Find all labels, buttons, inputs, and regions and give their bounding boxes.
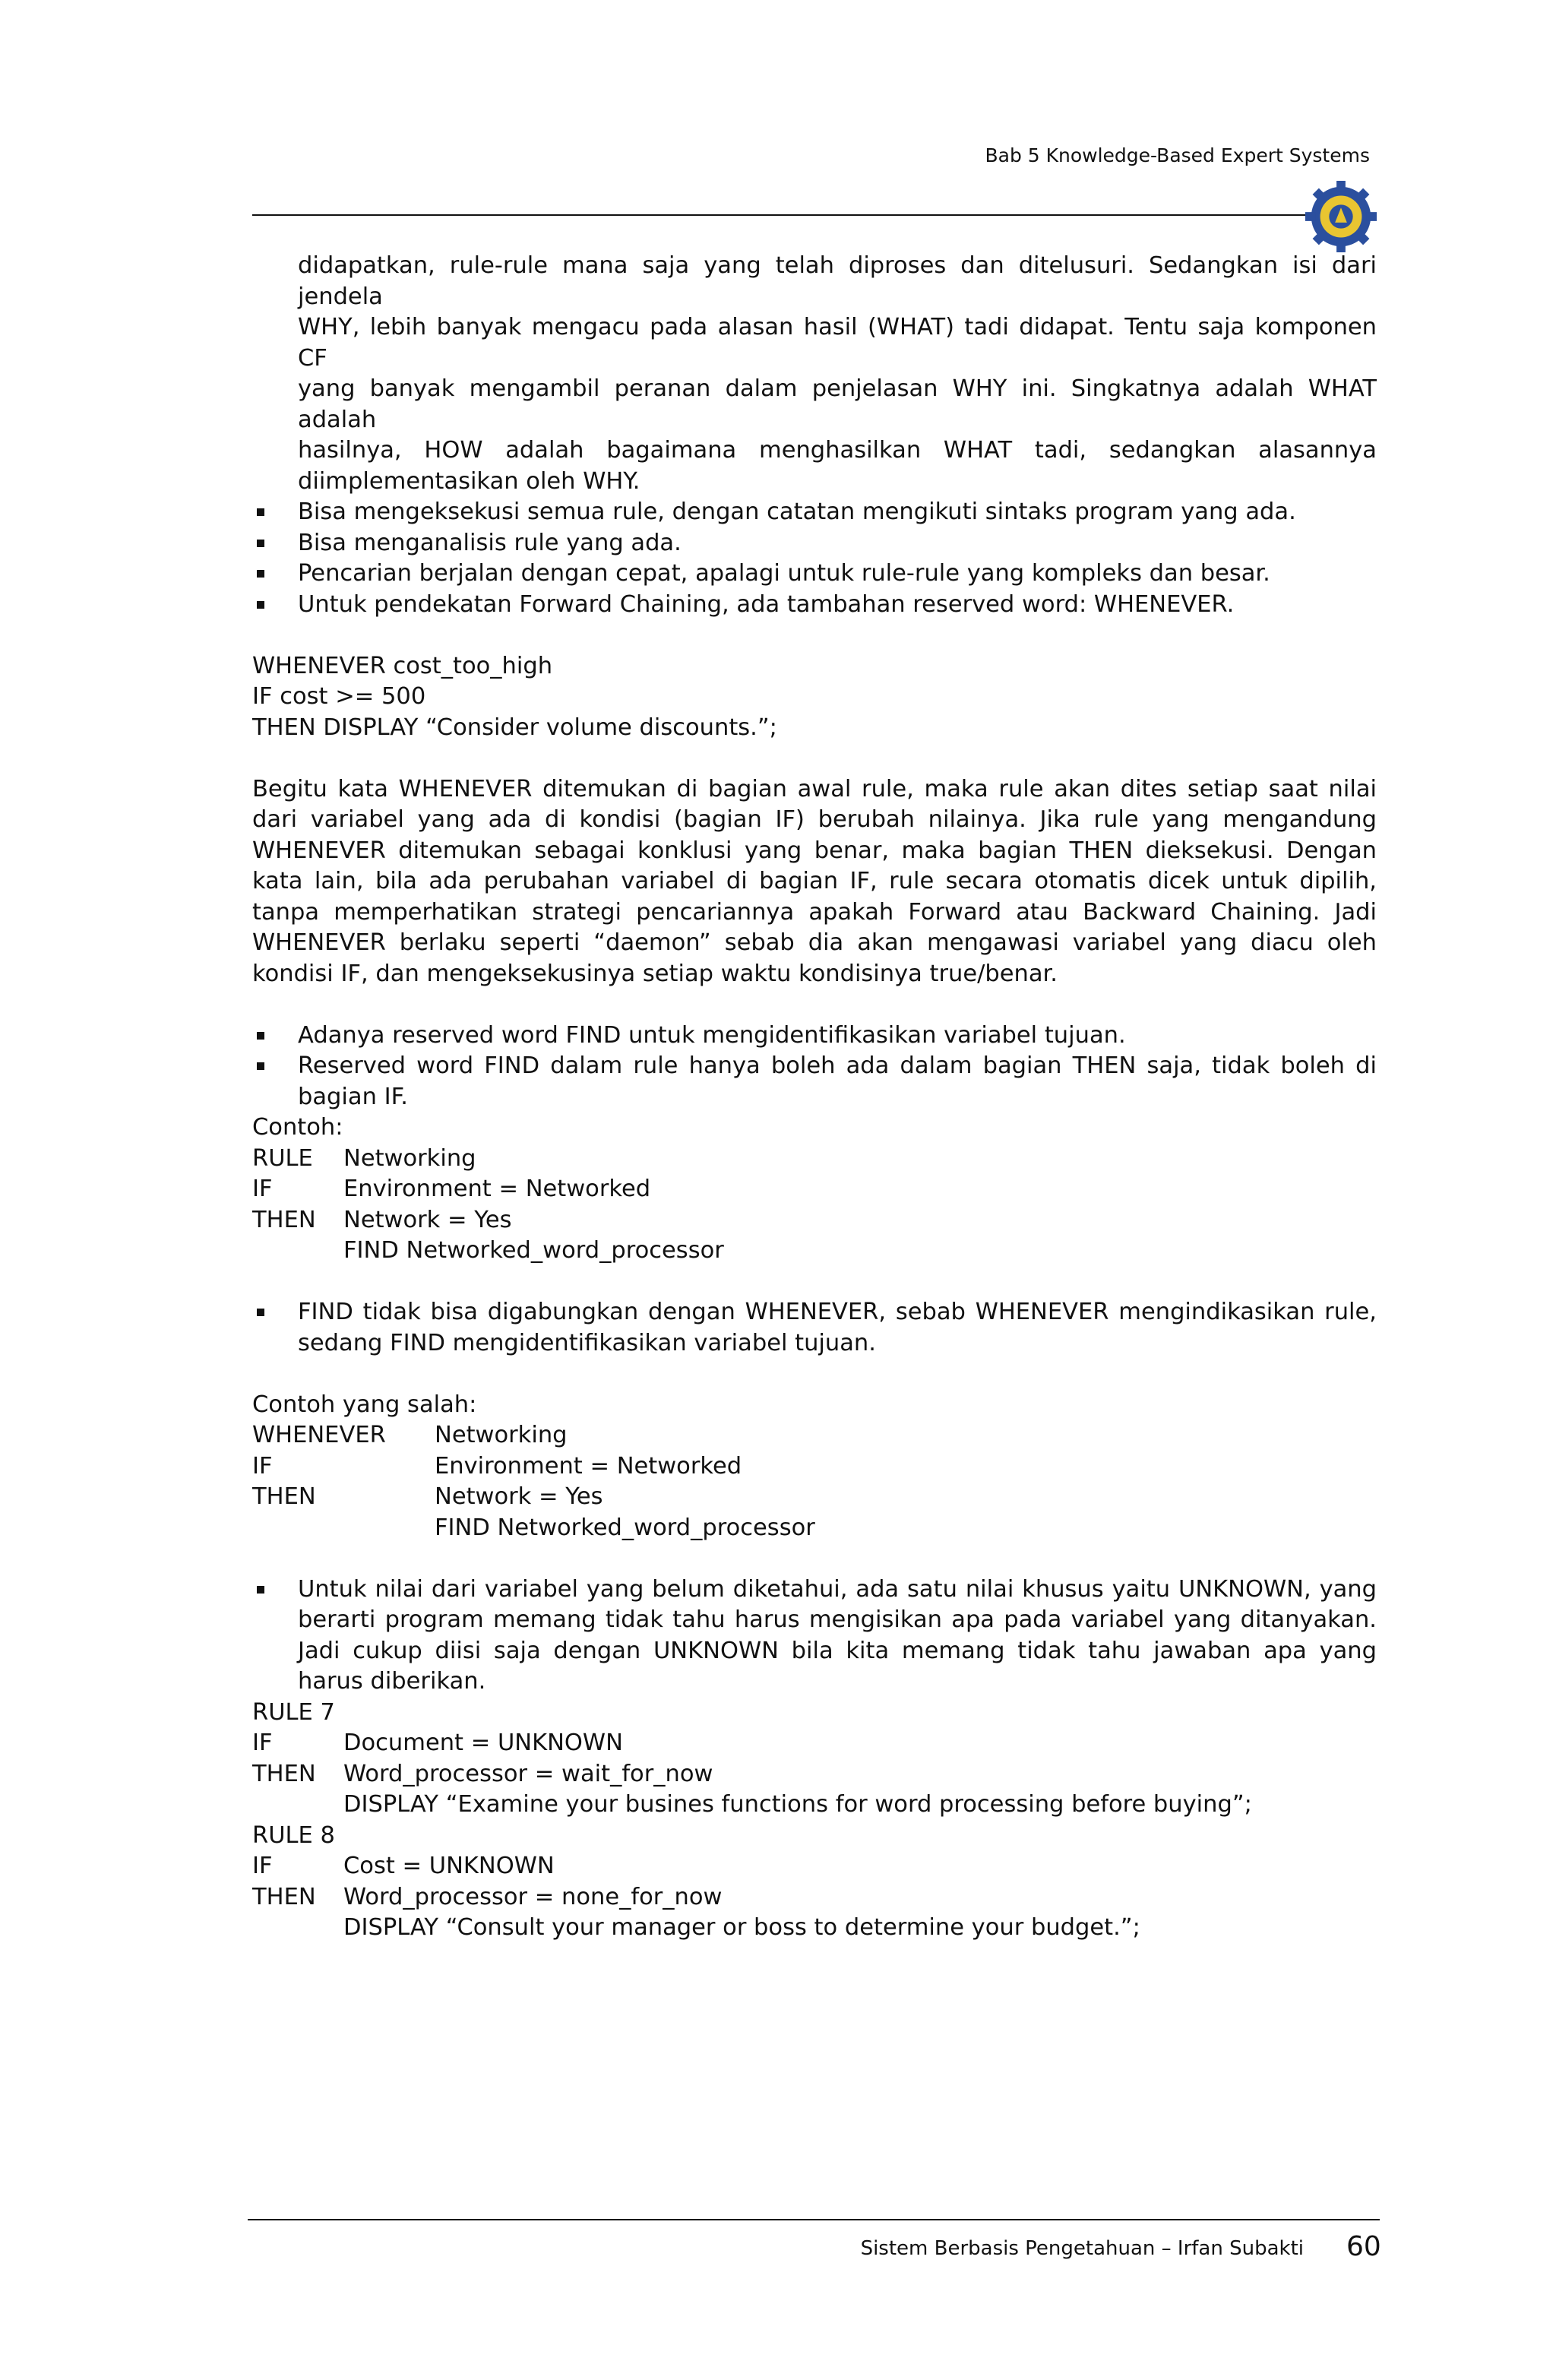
code-keyword: IF [252, 1853, 273, 1879]
example-label: Contoh: [252, 1114, 343, 1141]
code-row [252, 1420, 1377, 1451]
code-row [252, 1205, 1377, 1236]
intro-line: hasilnya, HOW adalah bagaimana menghasilkan WHAT tadi, sedangkan alasannya [298, 437, 1377, 464]
list-item-text: Untuk nilai dari variabel yang belum diketahui, ada satu nilai khusus yaitu UNKNOWN, yang berarti program memang tidak tahu harus mengisikan apa pada variabel yang ditanyakan. Jadi cukup diisi saja dengan UNKNOWN bila kita memang tidak tahu jawaban apa yang harus diberikan. [298, 1575, 1377, 1695]
spacer [252, 989, 1377, 1021]
code-keyword: IF [252, 1452, 273, 1480]
code-row [252, 1913, 1377, 1944]
code-keyword [252, 1790, 343, 1821]
code-keyword [252, 1513, 435, 1544]
chapter-header: Bab 5 Knowledge-Based Expert Systems [985, 144, 1370, 166]
list-item-text: Reserved word FIND dalam rule hanya boleh ada dalam bagian THEN saja, tidak boleh di bagian IF. [298, 1052, 1377, 1110]
intro-line: yang banyak mengambil peranan dalam penjelasan WHY ini. Singkatnya adalah WHAT adalah [298, 375, 1377, 433]
code-value: Word_processor = wait_for_now [343, 1760, 713, 1787]
list-item-text: FIND tidak bisa digabungkan dengan WHENEVER, sebab WHENEVER mengindikasikan rule, sedang FIND mengidentifikasikan variabel tujuan. [298, 1299, 1377, 1356]
page-number: 60 [1346, 2231, 1381, 2262]
list-item [252, 1051, 1377, 1112]
code-line: WHENEVER cost_too_high [252, 652, 553, 679]
code-value: Network = Yes [435, 1483, 603, 1510]
code-keyword [252, 1913, 343, 1944]
code-keyword: THEN [252, 1206, 316, 1233]
code-keyword: THEN [252, 1483, 316, 1510]
code-row [252, 1144, 1377, 1175]
footer-rule [248, 2219, 1380, 2220]
code-value: DISPLAY “Examine your busines functions for word processing before buying”; [343, 1791, 1252, 1818]
code-keyword: IF [252, 1730, 273, 1756]
footer-text: Sistem Berbasis Pengetahuan – Irfan Subakti [860, 2237, 1304, 2260]
bullet-square-icon [257, 1309, 264, 1316]
code-keyword: THEN [252, 1760, 316, 1787]
rule-title: RULE 7 [252, 1698, 335, 1726]
university-logo-icon [1304, 179, 1378, 254]
code-row [252, 1174, 1377, 1205]
code-line: THEN DISPLAY “Consider volume discounts.”; [252, 714, 777, 741]
spacer [252, 1267, 1377, 1298]
code-value: Environment = Networked [435, 1452, 742, 1480]
code-row [252, 1882, 1377, 1913]
code-value: FIND Networked_word_processor [435, 1514, 815, 1541]
code-value: FIND Networked_word_processor [343, 1237, 724, 1264]
code-line: IF cost >= 500 [252, 683, 426, 710]
example-label: Contoh yang salah: [252, 1391, 477, 1418]
bullet-square-icon [257, 508, 264, 516]
spacer [252, 620, 1377, 651]
code-keyword: WHENEVER [252, 1422, 386, 1448]
body-content [252, 251, 1377, 1944]
code-row [252, 1851, 1377, 1882]
intro-line: didapatkan, rule-rule mana saja yang telah diproses dan ditelusuri. Sedangkan isi dari jendela [298, 252, 1377, 310]
list-item-text: Bisa mengeksekusi semua rule, dengan catatan mengikuti sintaks program yang ada. [298, 498, 1296, 525]
code-value: Network = Yes [343, 1206, 512, 1233]
spacer [252, 743, 1377, 774]
bullet-square-icon [257, 1062, 264, 1070]
intro-line: WHY, lebih banyak mengacu pada alasan hasil (WHAT) tadi didapat. Tentu saja komponen CF [298, 314, 1377, 372]
code-keyword: IF [252, 1176, 273, 1202]
list-item-text: Pencarian berjalan dengan cepat, apalagi untuk rule-rule yang kompleks dan besar. [298, 560, 1270, 587]
bullet-square-icon [257, 1586, 264, 1594]
code-row [252, 1759, 1377, 1790]
code-row [252, 1790, 1377, 1821]
code-keyword [252, 1236, 343, 1267]
list-item [252, 559, 1377, 590]
intro-line: diimplementasikan oleh WHY. [298, 467, 640, 495]
code-keyword: THEN [252, 1883, 316, 1910]
code-value: Document = UNKNOWN [343, 1730, 623, 1756]
list-item [252, 497, 1377, 528]
bullet-square-icon [257, 1032, 264, 1040]
paragraph-whenever: Begitu kata WHENEVER ditemukan di bagian awal rule, maka rule akan dites setiap saat nilai dari variabel yang ada di kondisi (bagian IF) berubah nilainya. Jika rule yang mengandung WHENEVER ditemukan sebagai konklusi yang benar, maka bagian THEN dieksekusi. Dengan kata lain, bila ada perubahan variabel di bagian IF, rule secara otomatis dicek untuk dipilih, tanpa memperhatikan strategi pencariannya apakah Forward atau Backward Chaining. Jadi WHENEVER berlaku seperti “daemon” sebab dia akan mengawasi variabel yang diacu oleh kondisi IF, dan mengeksekusinya setiap waktu kondisinya true/benar. [252, 775, 1377, 987]
header-rule [252, 214, 1316, 216]
bullet-square-icon [257, 601, 264, 609]
code-value: DISPLAY “Consult your manager or boss to determine your budget.”; [343, 1914, 1140, 1941]
bullet-square-icon [257, 540, 264, 547]
list-item-text: Adanya reserved word FIND untuk mengidentifikasikan variabel tujuan. [298, 1021, 1126, 1049]
code-keyword: RULE [252, 1144, 313, 1172]
code-row [252, 1236, 1377, 1267]
code-row [252, 1728, 1377, 1759]
code-value: Networking [435, 1422, 568, 1448]
code-value: Word_processor = none_for_now [343, 1883, 723, 1910]
list-item [252, 1575, 1377, 1698]
list-item [252, 528, 1377, 559]
code-row [252, 1482, 1377, 1513]
code-value: Cost = UNKNOWN [343, 1853, 555, 1879]
spacer [252, 1359, 1377, 1390]
bullet-square-icon [257, 570, 264, 578]
code-row [252, 1513, 1377, 1544]
rule-title: RULE 8 [252, 1821, 335, 1849]
code-value: Networking [343, 1144, 476, 1172]
code-row [252, 1451, 1377, 1483]
list-item-text: Bisa menganalisis rule yang ada. [298, 529, 682, 556]
code-value: Environment = Networked [343, 1176, 651, 1202]
list-item [252, 590, 1377, 621]
list-item-text: Untuk pendekatan Forward Chaining, ada tambahan reserved word: WHENEVER. [298, 590, 1235, 618]
list-item [252, 1297, 1377, 1359]
spacer [252, 1543, 1377, 1575]
list-item [252, 1021, 1377, 1052]
